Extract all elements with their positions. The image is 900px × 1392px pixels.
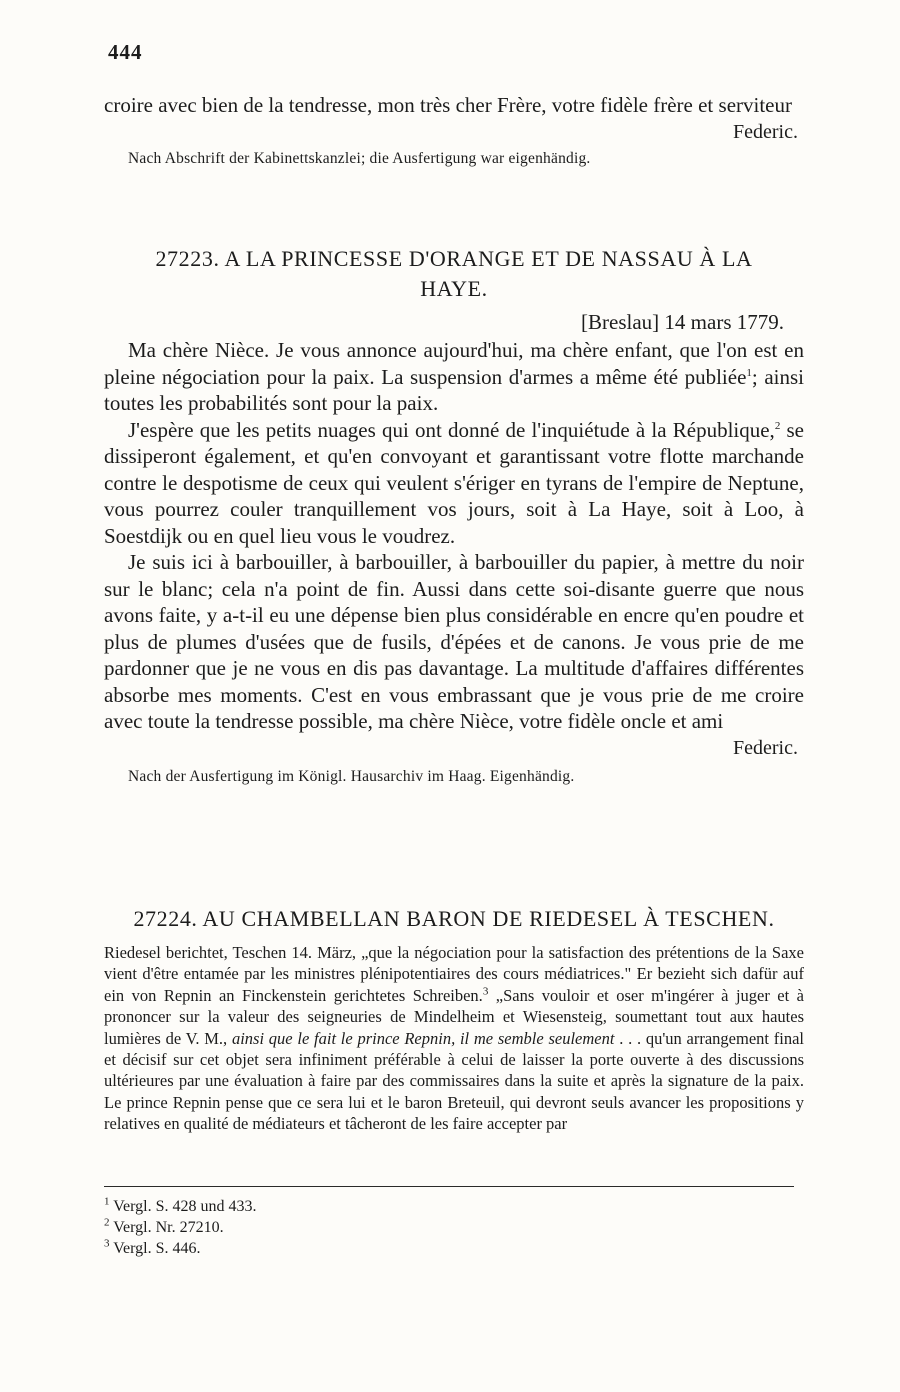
footnote-text: Vergl. Nr. 27210. (113, 1219, 224, 1236)
letter-heading: 27224. AU CHAMBELLAN BARON DE RIEDESEL À TESCHEN. (133, 906, 775, 931)
summary-italic: ainsi que le fait le prince Repnin, il me semble seulement (231, 1028, 615, 1048)
summary-text: Riedesel berichtet, Teschen 14. März, „que la négociation pour la satisfaction des prétentions de la Saxe vient d'être entamée par les ministres plénipotentiaires des cours médiatrices." Er bezieht sich dafür auf ein von Repnin an Finckenstein gerichtetes Schreiben. (104, 943, 804, 1005)
letter-date: [Breslau] 14 mars 1779. (581, 310, 784, 334)
footnotes (104, 1196, 804, 1259)
previous-letter-closing (104, 92, 804, 168)
footnote-mark: 2 (104, 1216, 110, 1229)
letter-27224 (104, 904, 804, 1135)
source-note: Nach der Ausfertigung im Königl. Hausarchiv im Haag. Eigenhändig. (128, 767, 575, 785)
paragraph: Je suis ici à barbouiller, à barbouiller, à barbouiller du papier, à mettre du noir sur le blanc; cela n'a point de fin. Aussi dans cette soi-disante guerre que nous avons faite, y a-t-il eu une dépense bien plus considérable en encre qu'en poudre et plus de plumes d'usées que de fusils, d'épées et de canons. Je vous prie de me pardonner que je ne vous en dis pas davantage. La multitude d'affaires différentes absorbe mes moments. C'est en vous embrassant que je vous prie de me croire avec toute la tendresse possible, ma chère Nièce, votre fidèle oncle et ami (104, 550, 804, 733)
letter-27223 (104, 244, 804, 786)
footnote-mark: 3 (482, 985, 489, 998)
letter-heading: 27223. A LA PRINCESSE D'ORANGE ET DE NASSAU À LA HAYE. (155, 246, 753, 301)
summary-text: . . . qu'un arrangement final et décisif sur cet objet sera infiniment préférable à celui de laisser la porte ouverte à des discussions ultérieures par une évaluation à faire par des commissaires dans la suite et après la signature de la paix. Le prince Repnin pense que ce sera lui et le baron Breteuil, qui devront seuls avancer les propositions y relatives en qualité de médiateurs et tâcheront de les faire accepter par (104, 1028, 804, 1134)
summary-text: „Sans vouloir et oser m'ingérer à juger et à prononcer sur la valeur des seigneuries de Mindelheim et Wiesensteig, soumettant tout aux hautes lumières de V. M., (104, 985, 805, 1048)
footnote (104, 1238, 804, 1259)
paragraph-text: ; ainsi toutes les probabilités sont pour la paix. (104, 364, 805, 415)
footnote-text: Vergl. S. 428 und 433. (113, 1198, 257, 1215)
footnote-mark: 1 (104, 1195, 110, 1208)
signature: Federic. (733, 120, 798, 143)
page-number: 444 (108, 40, 143, 64)
paragraph-text: J'espère que les petits nuages qui ont donné de l'inquiétude à la République, (128, 417, 775, 442)
paragraph (104, 337, 804, 417)
paragraph (104, 417, 804, 550)
paragraph-text: se dissiperont également, et qu'en convoyant et garantissant votre flotte marchande contre le despotisme de ceux qui veulent s'ériger en tyrans de l'empire de Neptune, vous pourrez couler tranquillement vos jours, soit à La Haye, soit à Loo, à Soestdijk ou en quel lieu vous le voudrez. (104, 417, 804, 548)
footnote (104, 1217, 804, 1238)
summary-paragraph (104, 942, 804, 1135)
footnote-mark: 2 (774, 419, 781, 432)
footnote-text: Vergl. S. 446. (113, 1240, 201, 1257)
footnote-mark: 3 (104, 1237, 110, 1250)
footnote-rule (104, 1186, 794, 1187)
closing-text: croire avec bien de la tendresse, mon très cher Frère, votre fidèle frère et serviteur (104, 93, 792, 117)
signature: Federic. (733, 736, 798, 759)
source-note: Nach Abschrift der Kabinettskanzlei; die Ausfertigung war eigenhändig. (128, 149, 591, 167)
footnote (104, 1196, 804, 1217)
paragraph-text: Ma chère Nièce. Je vous annonce aujourd'hui, ma chère enfant, que l'on est en pleine négociation pour la paix. La suspension d'armes a même été publiée (104, 338, 804, 389)
footnote-mark: 1 (746, 366, 752, 379)
